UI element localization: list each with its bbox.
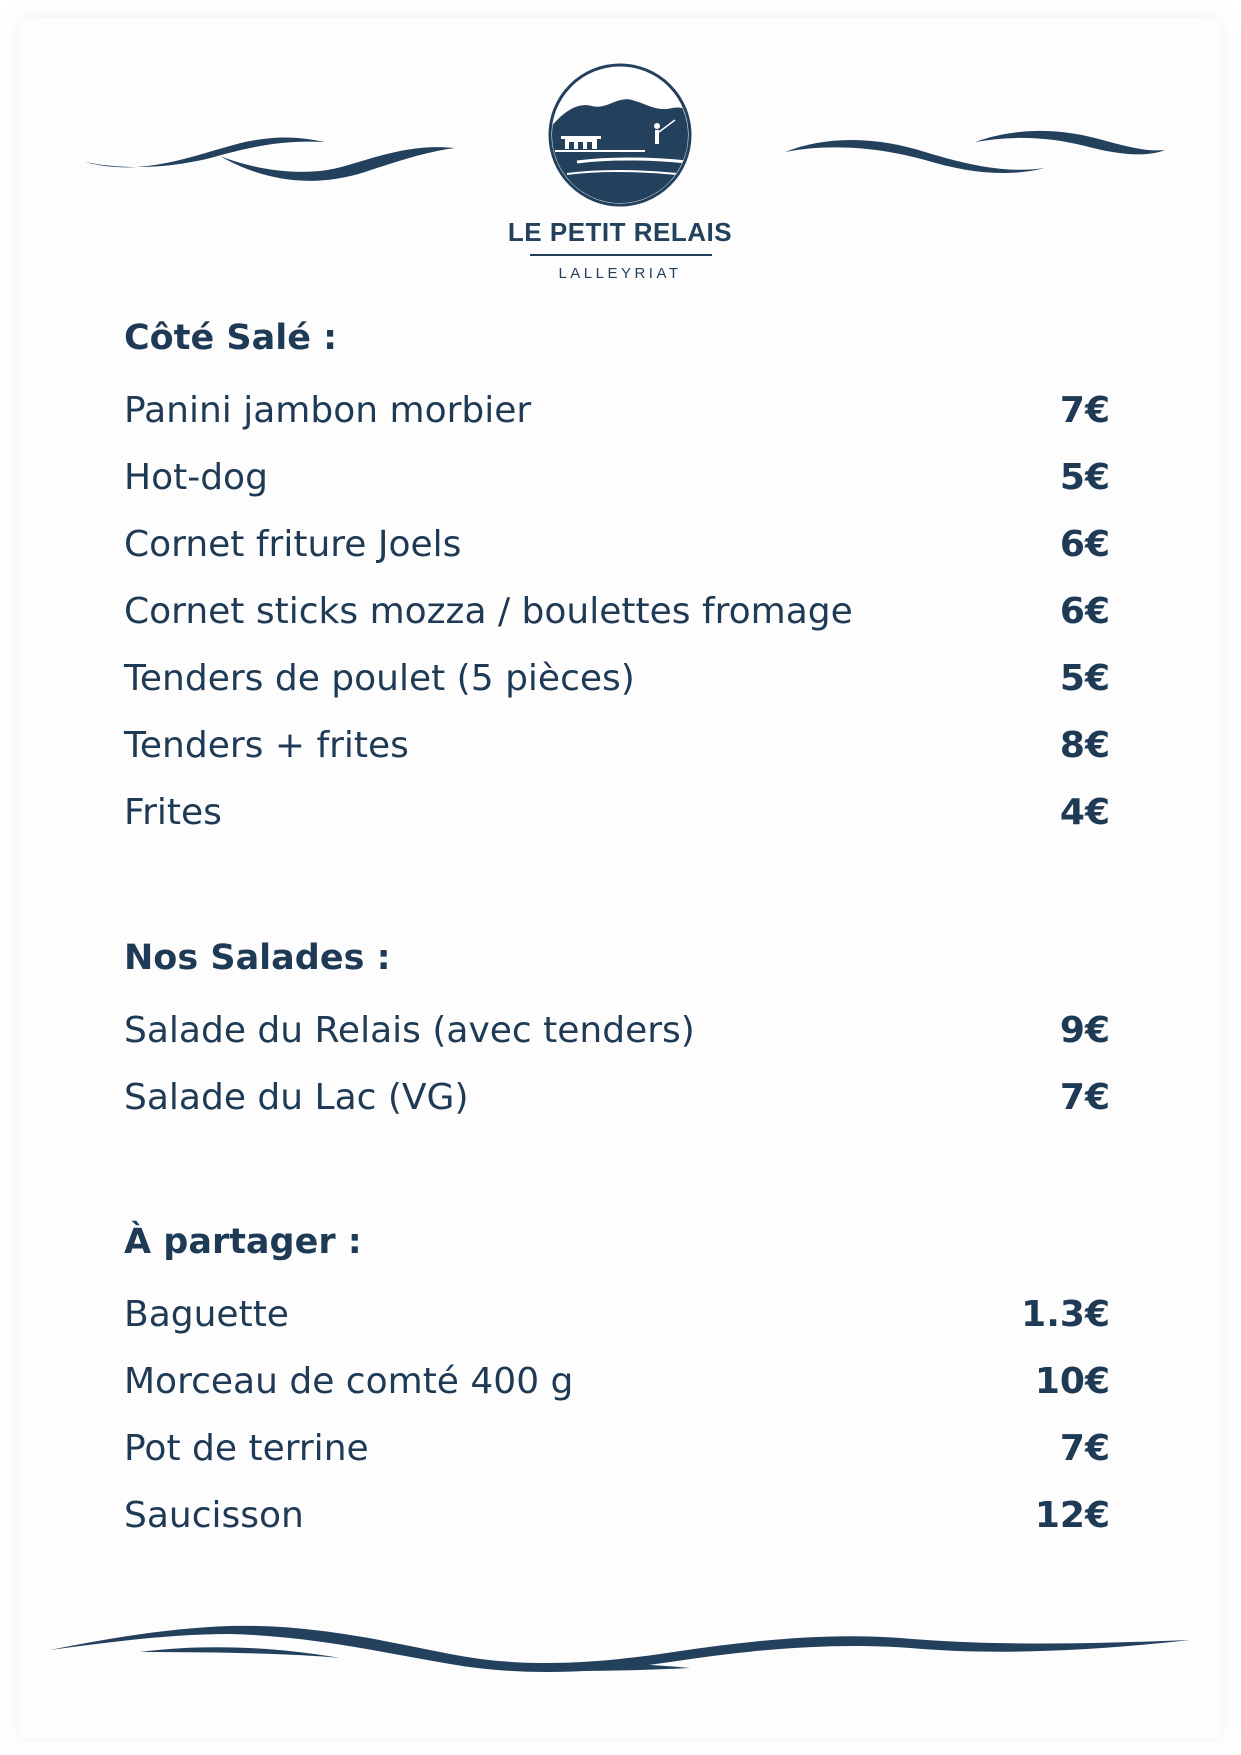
item-price: 1.3€ bbox=[1021, 1294, 1110, 1335]
item-price: 5€ bbox=[1059, 658, 1110, 699]
menu-item bbox=[124, 1064, 1114, 1131]
item-name: Frites bbox=[124, 792, 222, 833]
menu-list bbox=[124, 310, 1114, 1549]
item-price: 6€ bbox=[1059, 524, 1110, 565]
menu-item bbox=[124, 1281, 1114, 1348]
menu-item bbox=[124, 1482, 1114, 1549]
item-name: Panini jambon morbier bbox=[124, 390, 532, 431]
wave-decoration-top-right bbox=[785, 118, 1165, 188]
brand-divider bbox=[530, 254, 712, 256]
item-price: 4€ bbox=[1059, 792, 1110, 833]
section-title-nos-salades: Nos Salades : bbox=[124, 938, 391, 978]
item-price: 10€ bbox=[1034, 1361, 1110, 1402]
item-name: Tenders de poulet (5 pièces) bbox=[124, 658, 635, 699]
item-price: 8€ bbox=[1059, 725, 1110, 766]
section-title-a-partager: À partager : bbox=[124, 1222, 362, 1262]
item-price: 7€ bbox=[1059, 390, 1110, 431]
item-name: Salade du Lac (VG) bbox=[124, 1077, 469, 1118]
menu-item bbox=[124, 444, 1114, 511]
item-price: 7€ bbox=[1059, 1077, 1110, 1118]
menu-item bbox=[124, 1348, 1114, 1415]
menu-item bbox=[124, 377, 1114, 444]
item-name: Cornet friture Joels bbox=[124, 524, 462, 565]
item-name: Salade du Relais (avec tenders) bbox=[124, 1010, 695, 1051]
lake-landscape-logo bbox=[547, 62, 693, 208]
item-name: Pot de terrine bbox=[124, 1428, 369, 1469]
item-price: 12€ bbox=[1034, 1495, 1110, 1536]
wave-decoration-bottom bbox=[50, 1610, 1190, 1690]
item-name: Hot-dog bbox=[124, 457, 268, 498]
brand-name: LE PETIT RELAIS bbox=[507, 217, 733, 247]
section-spacer bbox=[124, 1131, 1114, 1214]
item-price: 7€ bbox=[1059, 1428, 1110, 1469]
item-name: Saucisson bbox=[124, 1495, 304, 1536]
menu-item bbox=[124, 511, 1114, 578]
menu-item bbox=[124, 779, 1114, 846]
item-name: Morceau de comté 400 g bbox=[124, 1361, 574, 1402]
item-price: 9€ bbox=[1059, 1010, 1110, 1051]
menu-item bbox=[124, 1415, 1114, 1482]
item-name: Baguette bbox=[124, 1294, 289, 1335]
section-spacer bbox=[124, 846, 1114, 930]
wave-decoration-top-left bbox=[85, 118, 465, 188]
section-title-cote-sale: Côté Salé : bbox=[124, 318, 338, 358]
menu-item bbox=[124, 712, 1114, 779]
menu-item bbox=[124, 578, 1114, 645]
menu-item bbox=[124, 997, 1114, 1064]
brand-subtitle: LALLEYRIAT bbox=[558, 265, 682, 282]
menu-item bbox=[124, 645, 1114, 712]
item-price: 6€ bbox=[1059, 591, 1110, 632]
item-name: Cornet sticks mozza / boulettes fromage bbox=[124, 591, 853, 632]
item-name: Tenders + frites bbox=[124, 725, 409, 766]
item-price: 5€ bbox=[1059, 457, 1110, 498]
